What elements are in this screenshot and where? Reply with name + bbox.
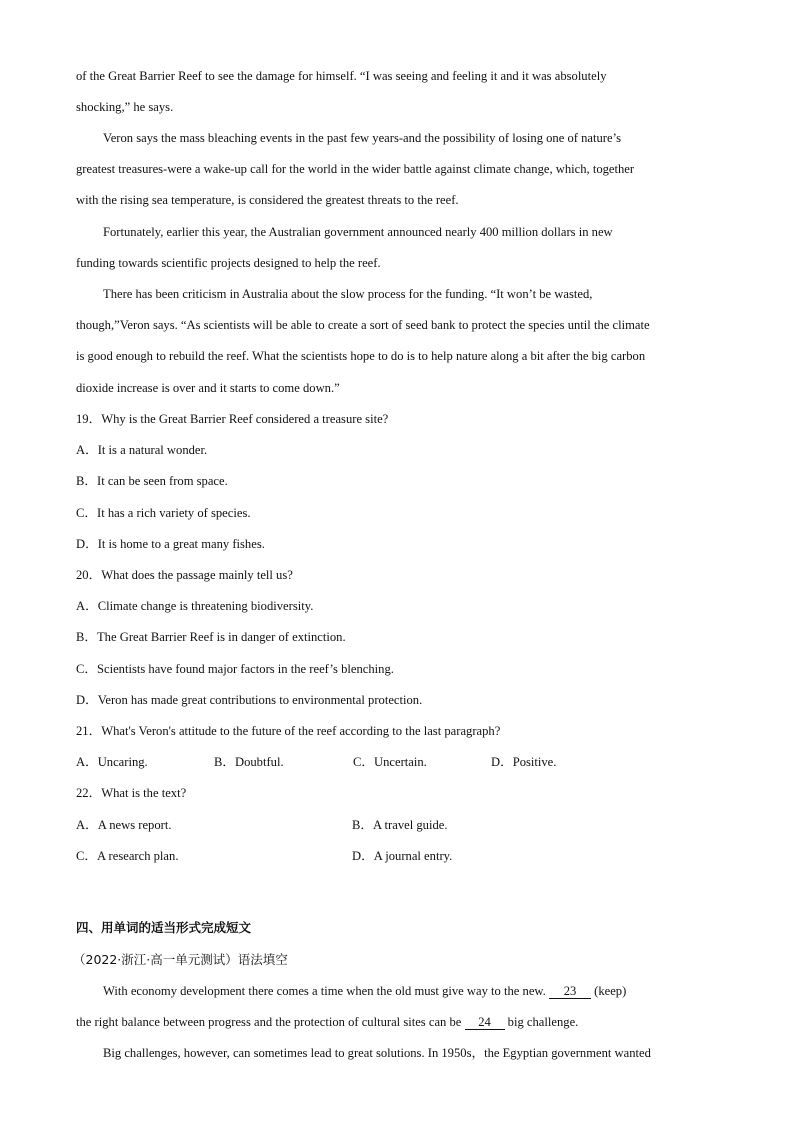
passage-line: of the Great Barrier Reef to see the damage for himself. “I was seeing and feeling it and it was absolutely — [76, 69, 607, 83]
passage-line: is good enough to rebuild the reef. What the scientists hope to do is to help nature along a bit after the big carbon — [76, 349, 646, 363]
answer-option: D．Veron has made great contributions to environmental protection. — [76, 693, 423, 707]
section-heading: 四、用单词的适当形式完成短文 — [76, 920, 252, 935]
answer-option: A．A news report. — [76, 818, 172, 832]
question-stem: 20．What does the passage mainly tell us? — [76, 568, 293, 582]
answer-option: C．Scientists have found major factors in the reef’s blenching. — [76, 662, 394, 676]
source-note: （2022·浙江·高一单元测试）语法填空 — [73, 952, 288, 967]
passage-line: There has been criticism in Australia about the slow process for the funding. “It won’t be wasted, — [103, 287, 593, 301]
cloze-line — [76, 1014, 578, 1030]
passage-line: Fortunately, earlier this year, the Australian government announced nearly 400 million dollars in new — [103, 225, 613, 239]
cloze-text: With economy development there comes a time when the old must give way to the new. — [103, 984, 549, 998]
answer-option: B．The Great Barrier Reef is in danger of extinction. — [76, 630, 346, 644]
answer-option: D．It is home to a great many fishes. — [76, 537, 265, 551]
cloze-text: (keep) — [590, 984, 627, 998]
answer-option: C．A research plan. — [76, 849, 179, 863]
passage-line: greatest treasures-were a wake-up call for the world in the wider battle against climate change, which, together — [76, 162, 635, 176]
answer-option: A．It is a natural wonder. — [76, 443, 208, 457]
answer-option: B．Doubtful. — [214, 755, 284, 769]
answer-option: D．Positive. — [491, 755, 557, 769]
blank-24[interactable]: 24 — [465, 1015, 505, 1030]
cloze-text: big challenge. — [504, 1015, 579, 1029]
question-stem: 22．What is the text? — [76, 786, 187, 800]
passage-line: funding towards scientific projects designed to help the reef. — [76, 256, 381, 270]
answer-option: B．It can be seen from space. — [76, 474, 228, 488]
passage-line: dioxide increase is over and it starts to come down.” — [76, 381, 340, 395]
passage-line: though,”Veron says. “As scientists will be able to create a sort of seed bank to protect the species until the climate — [76, 318, 650, 332]
cloze-text: the right balance between progress and the protection of cultural sites can be — [76, 1015, 465, 1029]
cloze-line: Big challenges, however, can sometimes lead to great solutions. In 1950s，the Egyptian government wanted — [103, 1046, 651, 1060]
passage-line: with the rising sea temperature, is considered the greatest threats to the reef. — [76, 193, 459, 207]
answer-option: A．Uncaring. — [76, 755, 148, 769]
passage-line: Veron says the mass bleaching events in the past few years-and the possibility of losing one of nature’s — [103, 131, 621, 145]
question-stem: 21．What's Veron's attitude to the future of the reef according to the last paragraph? — [76, 724, 501, 738]
passage-line: shocking,” he says. — [76, 100, 174, 114]
answer-option: C．It has a rich variety of species. — [76, 506, 251, 520]
answer-option: D．A journal entry. — [352, 849, 453, 863]
answer-option: B．A travel guide. — [352, 818, 448, 832]
blank-23[interactable]: 23 — [549, 984, 591, 999]
cloze-line — [103, 983, 626, 999]
answer-option: A．Climate change is threatening biodiversity. — [76, 599, 314, 613]
answer-option: C．Uncertain. — [353, 755, 427, 769]
question-stem: 19．Why is the Great Barrier Reef considered a treasure site? — [76, 412, 389, 426]
